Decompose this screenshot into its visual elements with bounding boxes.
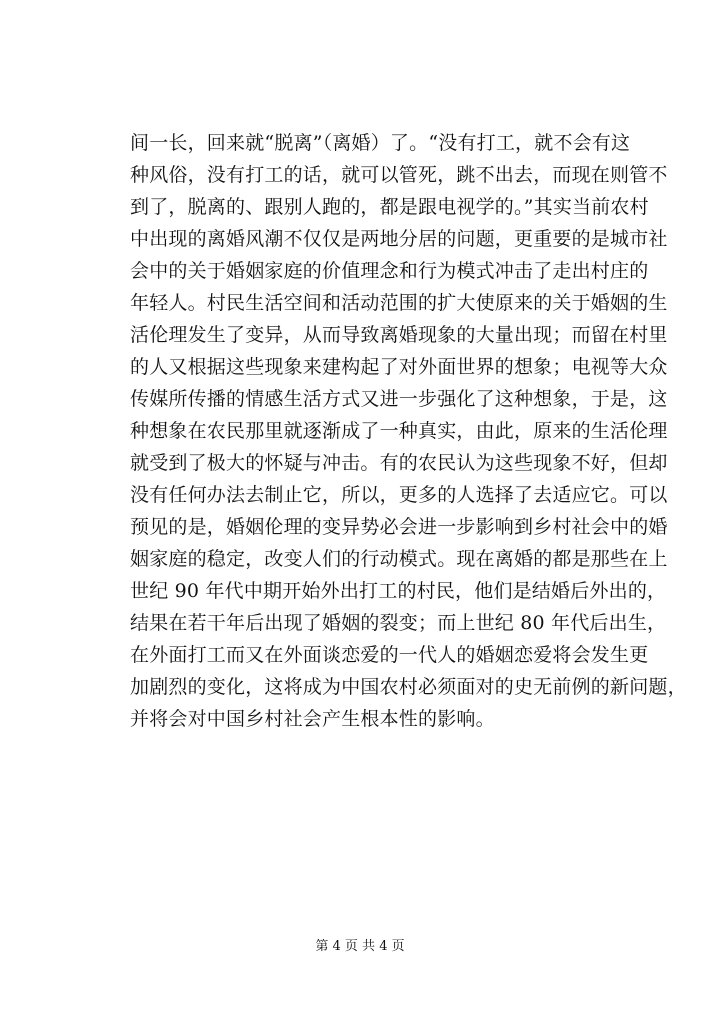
text-line: 活伦理发生了变异，从而导致离婚现象的大量出现；而留在村里: [130, 324, 668, 346]
text-line: 预见的是，婚姻伦理的变异势必会进一步影响到乡村社会中的婚: [130, 516, 668, 538]
text-line: 姻家庭的稳定，改变人们的行动模式。现在离婚的都是那些在上: [130, 548, 668, 570]
text-line: 年轻人。村民生活空间和活动范围的扩大使原来的关于婚姻的生: [130, 292, 668, 314]
text-line: 传媒所传播的情感生活方式又进一步强化了这种想象，于是，这: [130, 388, 668, 410]
text-line: 会中的关于婚姻家庭的价值理念和行为模式冲击了走出村庄的: [130, 260, 649, 282]
text-line: 并将会对中国乡村社会产生根本性的影响。: [130, 708, 495, 730]
text-line: 在外面打工而又在外面谈恋爱的一代人的婚姻恋爱将会发生更: [130, 644, 649, 666]
text-line: 的人又根据这些现象来建构起了对外面世界的想象；电视等大众: [130, 356, 668, 378]
page-number: 第 4 页 共 4 页: [315, 939, 405, 954]
body-paragraph: [130, 127, 687, 735]
text-line: 到了，脱离的、跟别人跑的，都是跟电视学的。”其实当前农村: [130, 196, 649, 218]
text-line: 没有任何办法去制止它，所以，更多的人选择了去适应它。可以: [130, 484, 668, 506]
text-line: 世纪 90 年代中期开始外出打工的村民，他们是结婚后外出的，: [130, 580, 667, 602]
text-line: 就受到了极大的怀疑与冲击。有的农民认为这些现象不好，但却: [130, 452, 668, 474]
text-line: 间一长，回来就“脱离”（离婚）了。“没有打工，就不会有这: [130, 132, 631, 154]
text-line: 加剧烈的变化，这将成为中国农村必须面对的史无前例的新问题，: [130, 676, 687, 698]
text-line: 中出现的离婚风潮不仅仅是两地分居的问题，更重要的是城市社: [130, 228, 668, 250]
text-line: 种风俗，没有打工的话，就可以管死，跳不出去，而现在则管不: [130, 164, 668, 186]
text-line: 种想象在农民那里就逐渐成了一种真实，由此，原来的生活伦理: [130, 420, 668, 442]
page-footer: [0, 937, 720, 957]
text-line: 结果在若干年后出现了婚姻的裂变；而上世纪 80 年代后出生，: [130, 612, 667, 634]
